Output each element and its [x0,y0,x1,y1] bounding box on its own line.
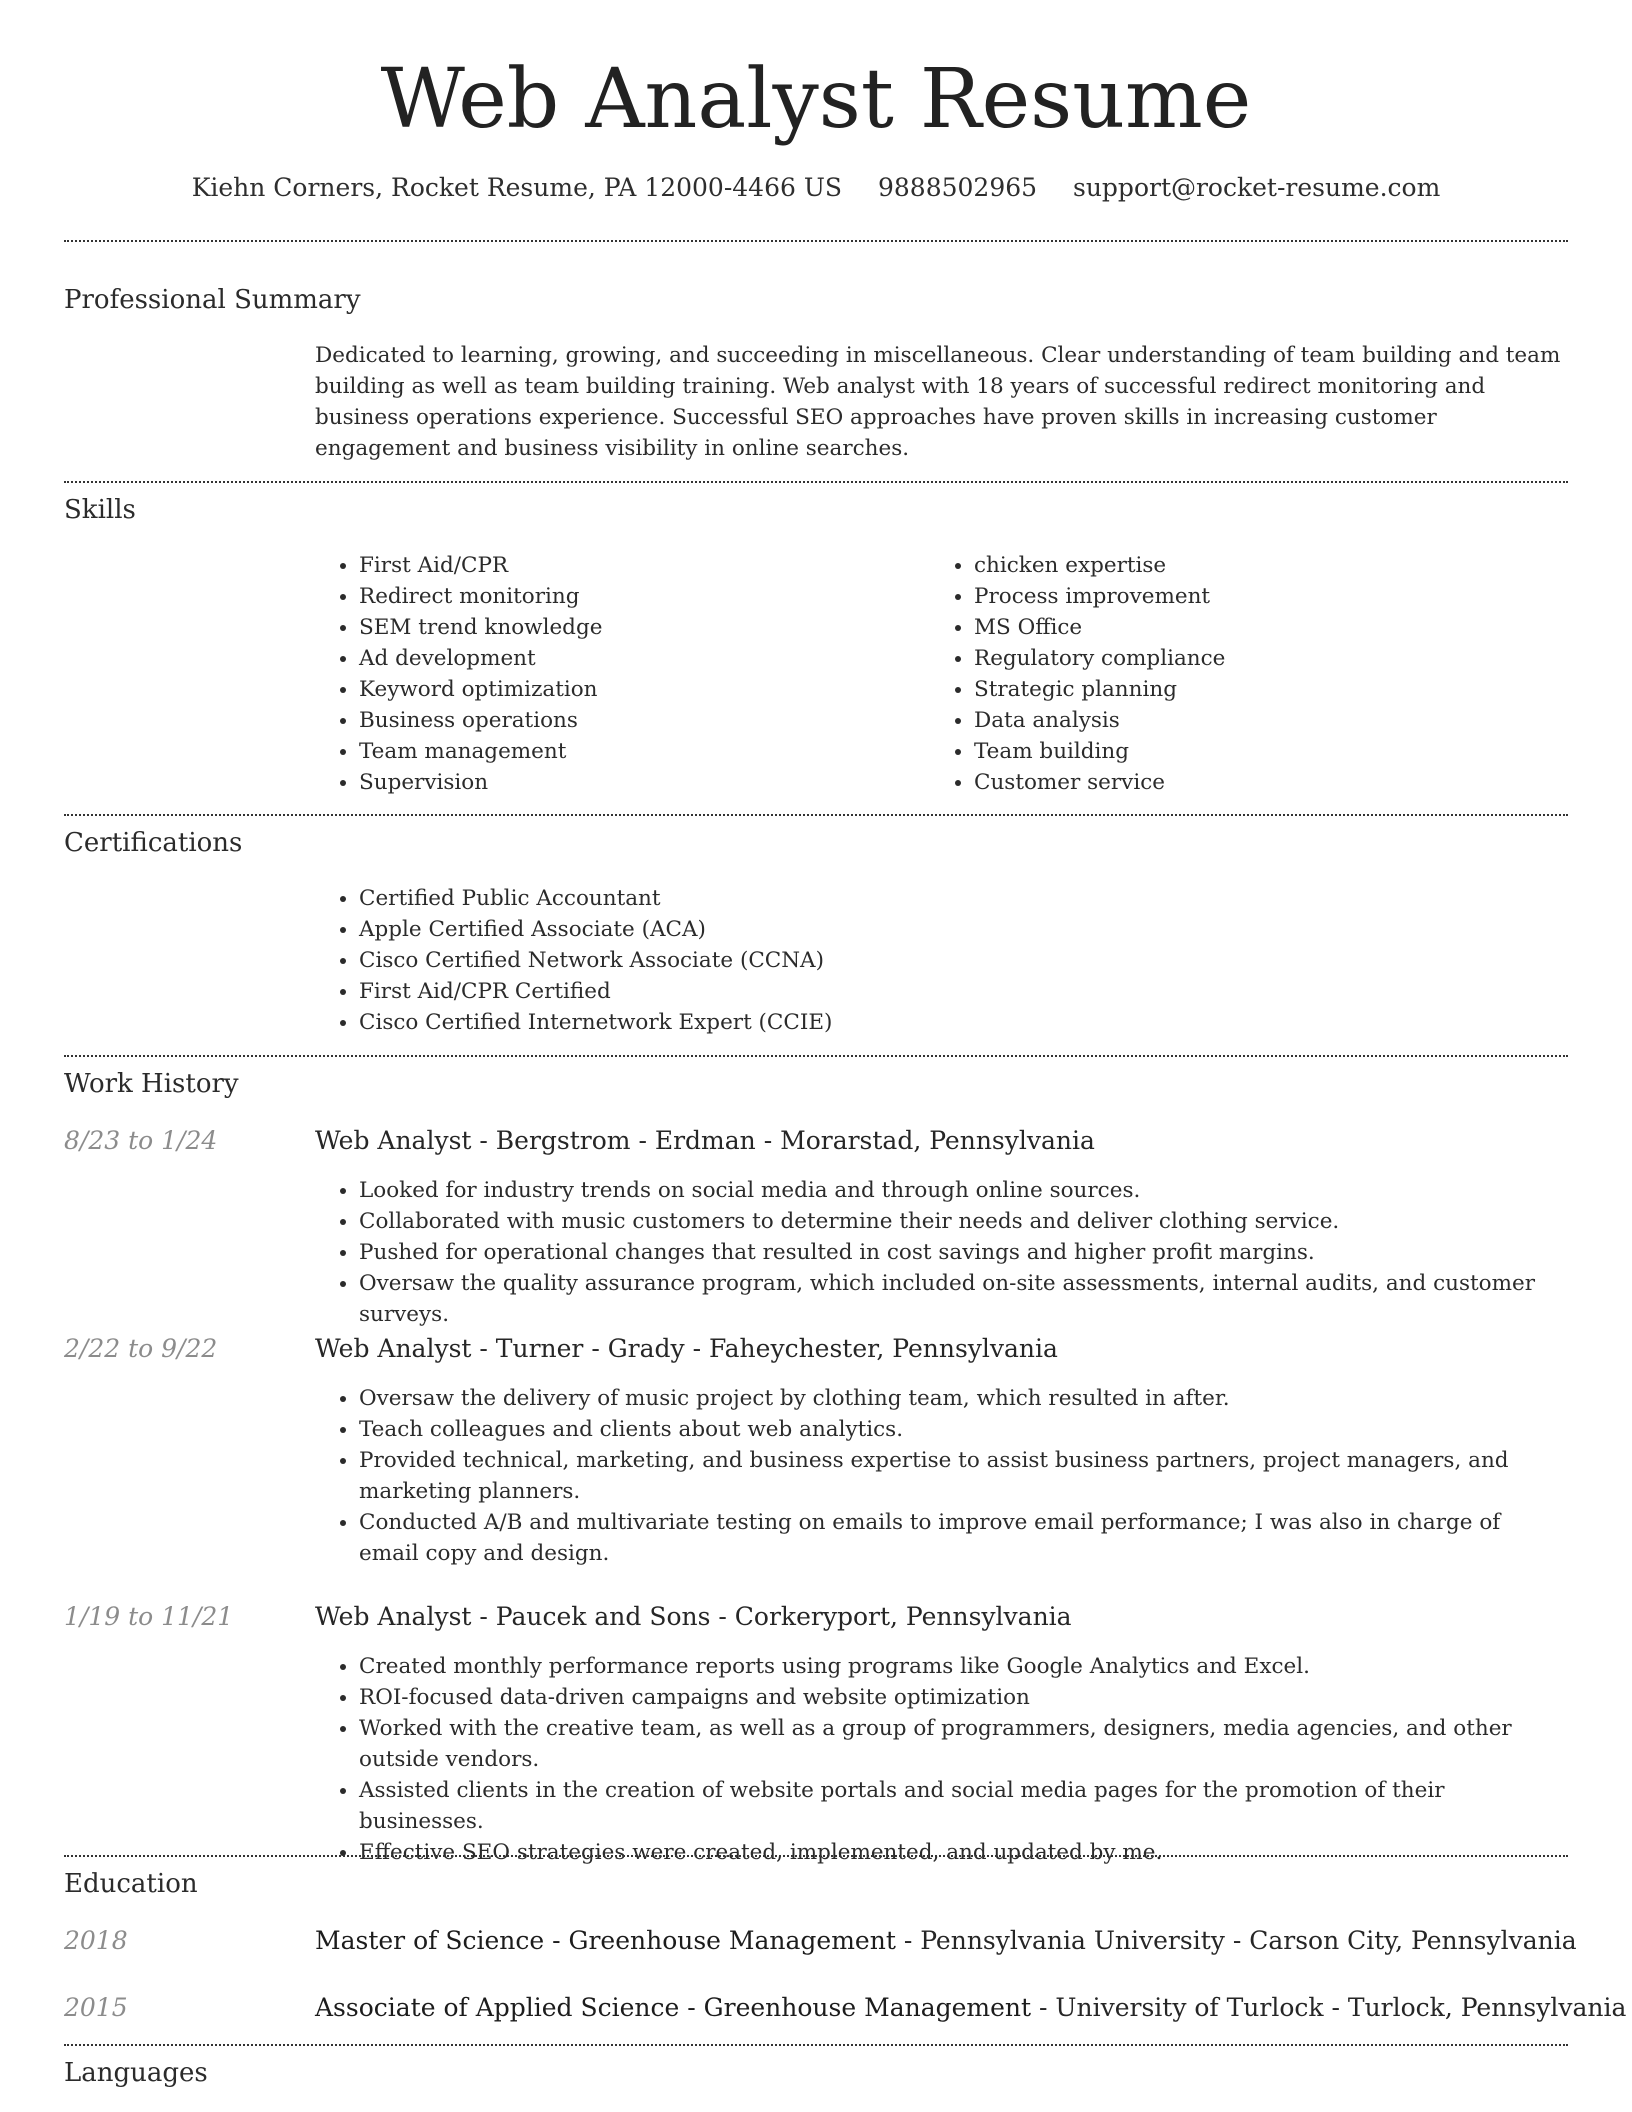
job-bullet: • Created monthly performance reports using programs like Google Analytics and Excel. [359,1651,1565,1682]
job-dates: 8/23 to 1/24 [64,1126,218,1155]
languages-heading: Languages [64,2058,208,2088]
skill-item: • Data analysis [974,705,1550,736]
skill-item: • Process improvement [974,581,1550,612]
summary-text: Dedicated to learning, growing, and succeeding in miscellaneous. Clear understanding of team building and team building as well as team building training. Web analyst with 18 years of successful redirect monitoring and business operations experience. Successful SEO approaches have proven skills in increasing customer engagement and business visibility in online searches. [315,343,1561,461]
job-bullets [315,1651,1565,1868]
education-year: 2015 [64,1993,128,2022]
skill-item: • chicken expertise [974,550,1550,581]
job-bullets [315,1383,1565,1569]
certification-item: • First Aid/CPR Certified [359,976,1565,1007]
skill-item: • Strategic planning [974,674,1550,705]
skill-item: • Redirect monitoring [359,581,935,612]
skill-item: • Team building [974,736,1550,767]
job-bullet: • Conducted A/B and multivariate testing on emails to improve email performance; I was also in charge of email copy and design. [359,1507,1565,1569]
certifications-heading: Certifications [64,828,243,858]
divider [64,1855,1568,1857]
contact-line [0,170,1632,206]
job-dates: 2/22 to 9/22 [64,1334,218,1363]
job-bullet: • Teach colleagues and clients about web analytics. [359,1414,1565,1445]
education-school: University of Turlock - Turlock, Pennsylvania [1055,1993,1627,2022]
contact-phone: 9888502965 [877,173,1038,202]
skill-item: • Supervision [359,767,935,798]
job-title: Web Analyst - Turner - Grady - Faheychester, Pennsylvania [315,1334,1058,1363]
education-degree: Master of Science - Greenhouse Management [315,1926,896,1955]
work-history-heading: Work History [64,1069,239,1099]
job-dates: 1/19 to 11/21 [64,1602,234,1631]
divider [64,814,1568,816]
skills-heading: Skills [64,495,136,525]
summary-heading: Professional Summary [64,285,361,315]
job-bullet: • Collaborated with music customers to determine their needs and deliver clothing service. [359,1206,1565,1237]
job-title: Web Analyst - Paucek and Sons - Corkeryport, Pennsylvania [315,1602,1072,1631]
skill-item: • Keyword optimization [359,674,935,705]
skill-item: • Team management [359,736,935,767]
job-bullet: • Oversaw the quality assurance program, which included on-site assessments, internal audits, and customer surveys. [359,1268,1565,1330]
job-bullet: • ROI-focused data-driven campaigns and website optimization [359,1682,1565,1713]
job-bullet: • Oversaw the delivery of music project by clothing team, which resulted in after. [359,1383,1565,1414]
skill-item: • Regulatory compliance [974,643,1550,674]
divider [64,1055,1568,1057]
divider [64,2044,1568,2046]
job-bullets [315,1175,1565,1330]
skill-item: • First Aid/CPR [359,550,935,581]
skill-item: • Ad development [359,643,935,674]
certification-item: • Cisco Certified Network Associate (CCNA) [359,945,1565,976]
certification-item: • Apple Certified Associate (ACA) [359,914,1565,945]
job-bullet: • Effective SEO strategies were created, implemented, and updated by me. [359,1837,1565,1868]
education-entry: Associate of Applied Science - Greenhouse Management - University of Turlock - Turlock, Pennsylvania [315,1993,1627,2022]
certification-item: • Certified Public Accountant [359,883,1565,914]
summary-section [315,340,1565,464]
education-entry: Master of Science - Greenhouse Management - Pennsylvania University - Carson City, Pennsylvania [315,1926,1577,1955]
job-title: Web Analyst - Bergstrom - Erdman - Morarstad, Pennsylvania [315,1126,1095,1155]
resume-title: Web Analyst Resume [380,52,1252,147]
skills-left-column [315,550,935,798]
skill-item: • Business operations [359,705,935,736]
job-bullet: • Provided technical, marketing, and business expertise to assist business partners, project managers, and marketing planners. [359,1445,1565,1507]
skill-item: • Customer service [974,767,1550,798]
education-school: Pennsylvania University - Carson City, Pennsylvania [920,1926,1577,1955]
job-bullet: • Worked with the creative team, as well as a group of programmers, designers, media agencies, and other outside vendors. [359,1713,1565,1775]
certification-item: • Cisco Certified Internetwork Expert (CCIE) [359,1007,1565,1038]
contact-address: Kiehn Corners, Rocket Resume, PA 12000-4466 US [191,173,843,202]
job-bullet: • Pushed for operational changes that resulted in cost savings and higher profit margins. [359,1237,1565,1268]
skill-item: • MS Office [974,612,1550,643]
divider [64,240,1568,242]
education-degree: Associate of Applied Science - Greenhouse Management [315,1993,1032,2022]
contact-email: support@rocket-resume.com [1073,173,1441,202]
education-heading: Education [64,1869,198,1899]
divider [64,481,1568,483]
skills-right-column [930,550,1550,798]
job-bullet: • Assisted clients in the creation of website portals and social media pages for the promotion of their businesses. [359,1775,1565,1837]
job-bullet: • Looked for industry trends on social media and through online sources. [359,1175,1565,1206]
education-year: 2018 [64,1926,128,1955]
certifications-section [315,883,1565,1038]
skill-item: • SEM trend knowledge [359,612,935,643]
